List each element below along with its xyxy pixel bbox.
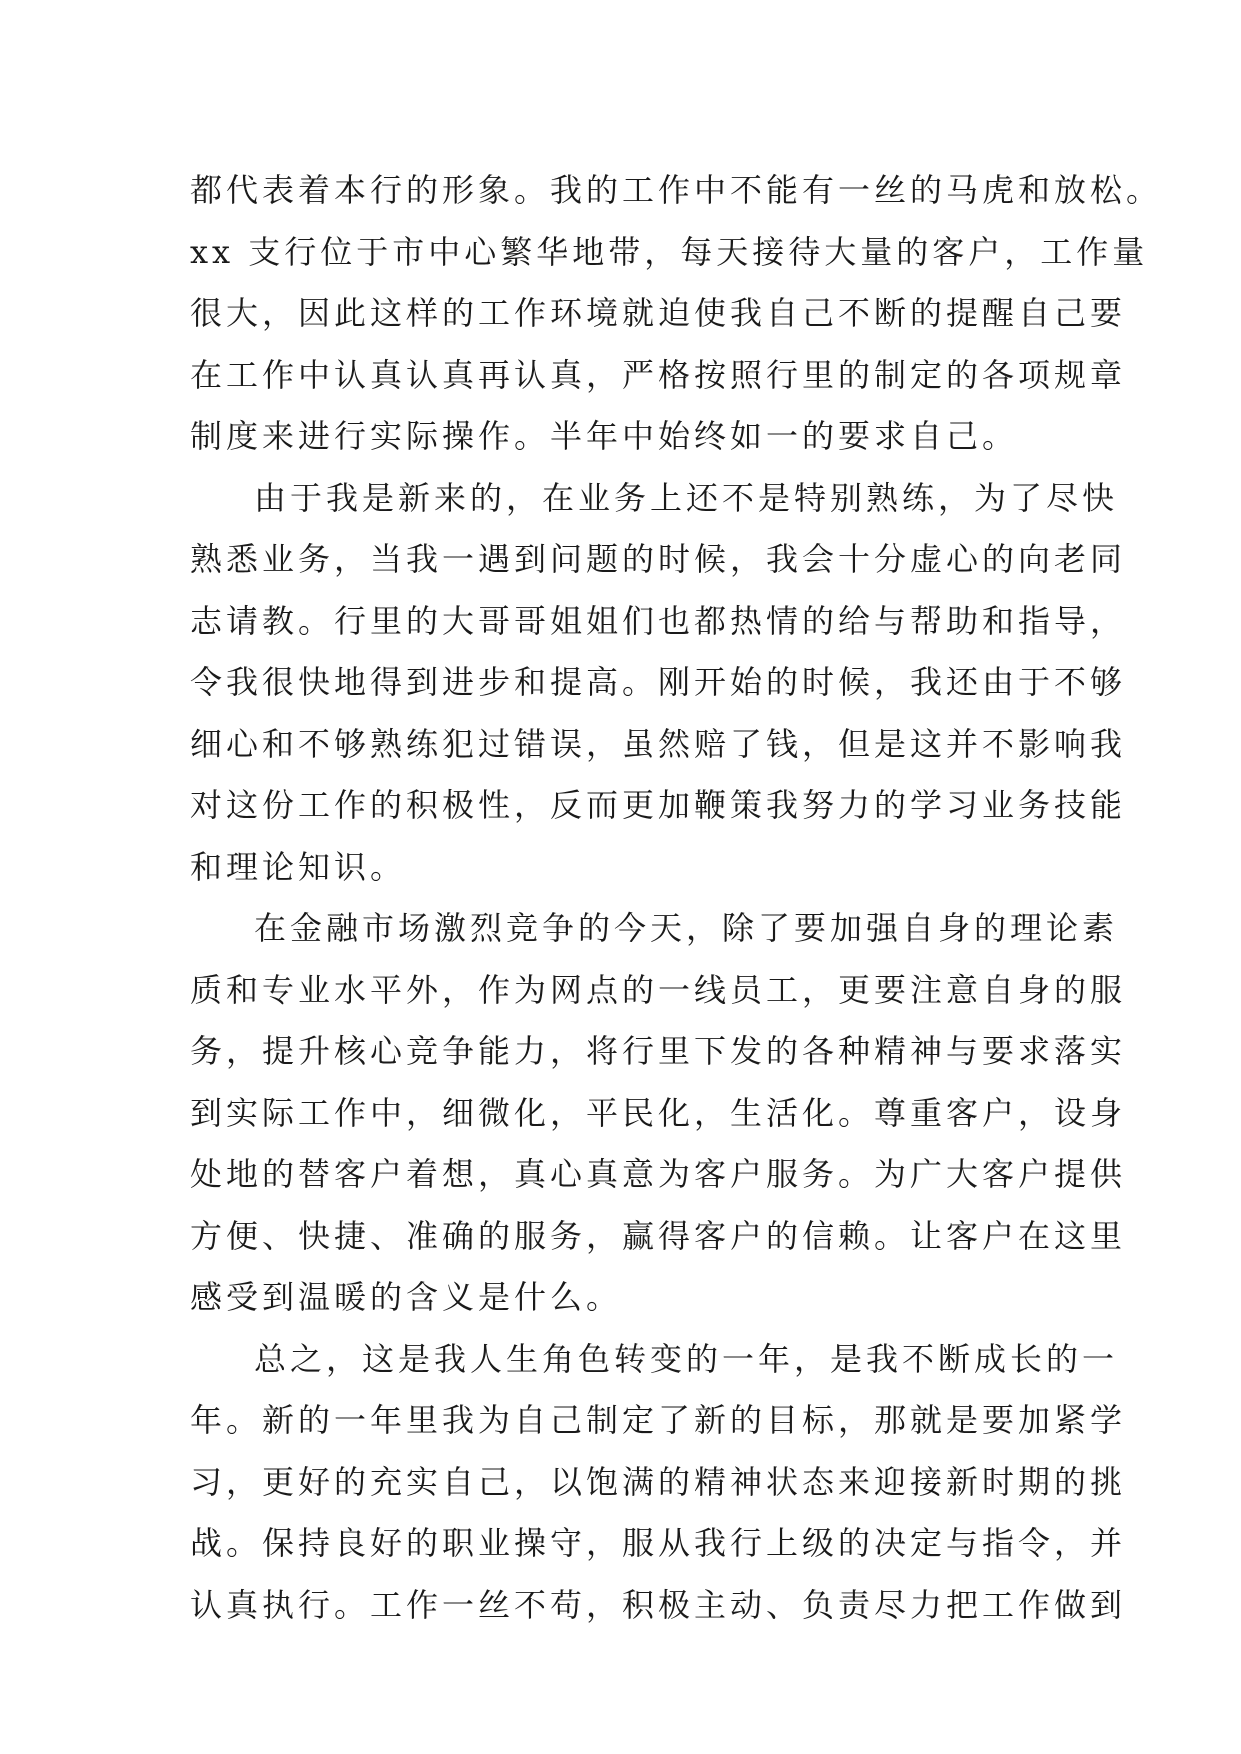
text-line: 到实际工作中，细微化，平民化，生活化。尊重客户，设身 [190,1093,1127,1132]
text-line: 处地的替客户着想，真心真意为客户服务。为广大客户提供 [190,1155,1127,1193]
text-line: 年。新的一年里我为自己制定了新的目标，那就是要加紧学 [190,1401,1127,1439]
text-line: 和理论知识。 [190,847,407,886]
text-line: 很大，因此这样的工作环境就迫使我自己不断的提醒自己要 [190,294,1127,332]
text-line: 熟悉业务，当我一遇到问题的时候，我会十分虚心的向老同 [190,540,1127,578]
text-line: 务，提升核心竞争能力，将行里下发的各种精神与要求落实 [190,1032,1127,1070]
document-body [190,160,1163,1636]
text-line: 制度来进行实际操作。半年中始终如一的要求自己。 [190,417,1019,455]
text-line: 令我很快地得到进步和提高。刚开始的时候，我还由于不够 [190,663,1127,701]
text-line: 认真执行。工作一丝不苟，积极主动、负责尽力把工作做到 [190,1585,1127,1624]
text-line: xx 支行位于市中心繁华地带，每天接待大量的客户，工作量 [190,232,1149,271]
text-line: 战。保持良好的职业操守，服从我行上级的决定与指令，并 [190,1524,1127,1562]
text-line: 习，更好的充实自己，以饱满的精神状态来迎接新时期的挑 [190,1462,1127,1501]
paragraph-first-line: 总之，这是我人生角色转变的一年，是我不断成长的一 [254,1339,1119,1378]
text-line: 在工作中认真认真再认真，严格按照行里的制定的各项规章 [190,355,1127,394]
text-line: 感受到温暖的含义是什么。 [190,1278,623,1316]
text-line: 对这份工作的积极性，反而更加鞭策我努力的学习业务技能 [190,786,1127,824]
text-line: 都代表着本行的形象。我的工作中不能有一丝的马虎和放松。 [190,171,1163,209]
text-line: 志请教。行里的大哥哥姐姐们也都热情的给与帮助和指导， [190,601,1127,640]
text-line: 方便、快捷、准确的服务，赢得客户的信赖。让客户在这里 [190,1216,1127,1255]
text-line: 细心和不够熟练犯过错误，虽然赔了钱，但是这并不影响我 [190,724,1127,763]
paragraph-first-line: 在金融市场激烈竞争的今天，除了要加强自身的理论素 [254,909,1119,947]
text-line: 质和专业水平外，作为网点的一线员工，更要注意自身的服 [190,970,1127,1009]
paragraph-first-line: 由于我是新来的，在业务上还不是特别熟练，为了尽快 [254,478,1119,517]
